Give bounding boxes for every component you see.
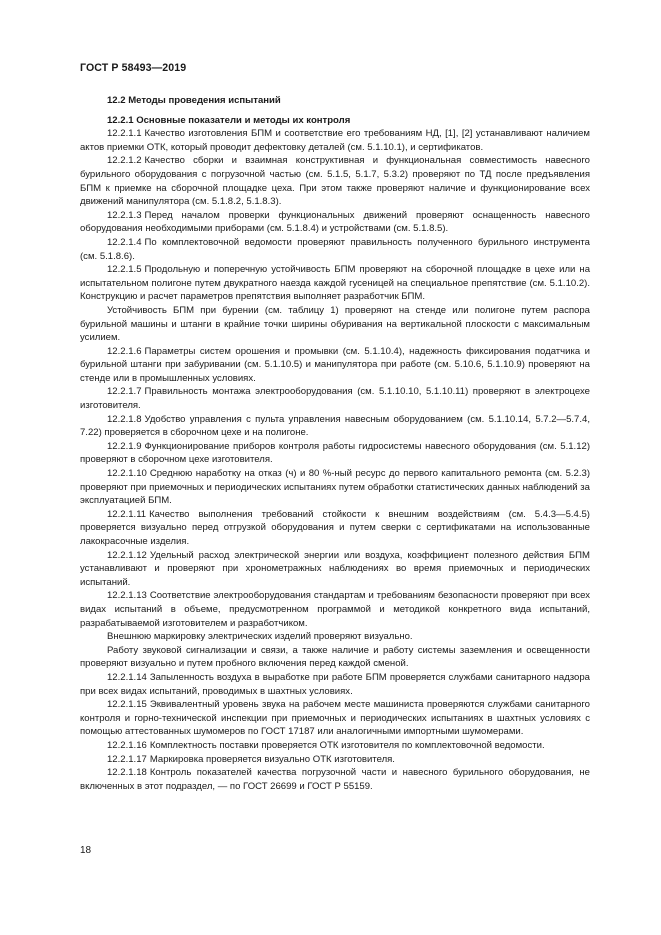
paragraph-text: Контроль показателей качества погрузочной части и навесного бурильного оборудования, не включенных в этот подраздел, — по ГОСТ 26699 и ГОСТ Р 55159.	[80, 767, 590, 792]
paragraph-text: Функционирование приборов контроля работы гидросистемы навесного оборудования (см. 5.1.12) проверяют в сборочном цехе изготовителя.	[80, 440, 590, 466]
paragraph	[80, 630, 590, 644]
paragraph-number: 12.2.1.1	[107, 128, 142, 140]
paragraph-text: Перед началом проверки функциональных движений проверяют оснащенность навесного оборудования необходимыми приборами (см. 5.1.8.4) и устройствами (см. 5.1.8.5).	[80, 209, 590, 235]
paragraph-number: 12.2.1.7	[107, 386, 142, 398]
paragraph-text: Запыленность воздуха в выработке при работе БПМ проверяется службами санитарного надзора при всех видах испытаний, проводимых в шахтных условиях.	[80, 671, 590, 697]
paragraph-text: Устойчивость БПМ при бурении (см. таблицу 1) проверяют на стенде или полигоне путем распора бурильной машины и штанги в крайние точки ширины обуривания на вертикальной плоскости с максимальным усилием.	[80, 304, 590, 344]
paragraph	[80, 209, 590, 236]
paragraph-text: По комплектовочной ведомости проверяют правильность полученного бурильного инструмента (см. 5.1.8.6).	[80, 236, 590, 262]
paragraph-text: Продольную и поперечную устойчивость БПМ проверяют на сборочной площадке в цехе или на испытательном полигоне путем двукратного наезда каждой гусеницей на специальное препятствие (см. 5.1.10.2). Конструкцию и расчет параметров препятствия выполняет разработчик БПМ.	[80, 264, 590, 303]
paragraph-number: 12.2.1.12	[107, 549, 147, 561]
paragraph-number: 12.2.1.11	[107, 508, 147, 520]
paragraph-number: 12.2.1.14	[107, 671, 147, 683]
paragraph-text: Внешнюю маркировку электрических изделий проверяют визуально.	[107, 631, 413, 643]
paragraph-text: Правильность монтажа электрооборудования (см. 5.1.10.10, 5.1.10.11) проверяют в электроцехе изготовителя.	[80, 386, 590, 412]
paragraph	[80, 304, 590, 345]
paragraph	[80, 739, 590, 753]
section-heading: 12.2 Методы проведения испытаний	[107, 95, 281, 106]
paragraph-number: 12.2.1.18	[107, 767, 147, 779]
paragraph-text: Эквивалентный уровень звука на рабочем месте машиниста проверяются службами санитарного контроля и горно-технической инспекции при приемочных и периодических испытаниях в шахтных условиях с помощью аттестованных шумомеров по ГОСТ 17187 или аналогичными импортными шумомерами.	[80, 699, 590, 738]
paragraph-text: Качество сборки и взаимная конструктивная и функциональная совместимость навесного бурильного оборудования с погрузочной частью (см. 5.1.5, 5.1.7, 5.3.2) проверяют по ТД после предъявления БПМ к приемке на сборочной площадке цеха. При этом также проверяют наличие и функционирование всех движений манипулятора (см. 5.1.8.2, 5.1.8.3).	[80, 155, 590, 208]
paragraph-text: Работу звуковой сигнализации и связи, а также наличие и работу системы заземления и освещенности проверяют визуально и путем пробного включения перед каждой сменой.	[80, 644, 590, 670]
paragraph	[80, 589, 590, 630]
paragraph	[80, 644, 590, 671]
page-number: 18	[80, 845, 92, 856]
paragraph	[80, 753, 590, 767]
paragraph-number: 12.2.1.8	[107, 413, 142, 425]
paragraph-number: 12.2.1.15	[107, 699, 147, 711]
paragraph	[80, 385, 590, 412]
paragraph-number: 12.2.1.17	[107, 753, 147, 765]
paragraph-number: 12.2.1.6	[107, 345, 142, 357]
paragraph	[80, 508, 590, 549]
paragraph-number: 12.2.1.3	[107, 209, 142, 221]
paragraph	[80, 549, 590, 590]
paragraph-text: Качество изготовления БПМ и соответствие его требованиям НД, [1], [2] устанавливают наличием актов приемки ОТК, который проводит дефектовку деталей (см. 5.1.10.1), и сертификатов.	[80, 128, 590, 153]
paragraph	[80, 127, 590, 154]
paragraph-text: Среднюю наработку на отказ (ч) и 80 %-ный ресурс до первого капитального ремонта (см. 5.2.3) проверяют при приемочных и периодических испытаниях путем обработки статистических данных наблюдений за эксплуатацией БПМ.	[80, 468, 590, 507]
paragraph-text: Качество выполнения требований стойкости к внешним воздействиям (см. 5.4.3—5.4.5) проверяется визуально перед отгрузкой оборудования и путем сверки с сертификатами на использованные лакокрасочные изделия.	[80, 508, 590, 547]
paragraph-number: 12.2.1.13	[107, 590, 147, 602]
paragraph-text: Комплектность поставки проверяется ОТК изготовителя по комплектовочной ведомости.	[149, 739, 545, 751]
paragraph-text: Удельный расход электрической энергии или воздуха, коэффициент полезного действия БПМ устанавливают и проверяют при хронометражных наблюдениях во время приемочных и периодических испытаний.	[80, 549, 590, 588]
paragraph-number: 12.2.1.4	[107, 236, 142, 248]
document-header: ГОСТ Р 58493—2019	[80, 62, 187, 74]
paragraph-number: 12.2.1.16	[107, 739, 147, 751]
paragraph	[80, 698, 590, 739]
paragraph-text: Соответствие электрооборудования стандартам и требованиям безопасности проверяют при всех видах испытаний в объеме, предусмотренном программой и методикой конкретного вида испытаний, разрабатываемой изготовителем и разработчиком.	[80, 590, 590, 629]
paragraph	[80, 766, 590, 793]
paragraph	[80, 236, 590, 263]
paragraph-number: 12.2.1.5	[107, 264, 142, 276]
paragraph-list	[80, 127, 590, 793]
document-body	[80, 88, 590, 793]
paragraph-number: 12.2.1.10	[107, 468, 147, 480]
paragraph	[80, 413, 590, 440]
paragraph-text: Маркировка проверяется визуально ОТК изготовителя.	[149, 753, 395, 765]
paragraph-text: Параметры систем орошения и промывки (см. 5.1.10.4), надежность фиксирования податчика и бурильной штанги при забуривании (см. 5.1.10.5) и манипулятора при работе (см. 5.10.6, 5.1.10.9) проверяют на стенде или в промышленных условиях.	[80, 345, 590, 384]
paragraph	[80, 467, 590, 508]
paragraph	[80, 440, 590, 467]
paragraph	[80, 671, 590, 698]
subsection-heading: 12.2.1 Основные показатели и методы их контроля	[107, 114, 351, 126]
paragraph-number: 12.2.1.2	[107, 155, 142, 167]
paragraph-number: 12.2.1.9	[107, 440, 142, 452]
paragraph	[80, 263, 590, 304]
paragraph	[80, 345, 590, 386]
paragraph-text: Удобство управления с пульта управления навесным оборудованием (см. 5.1.10.14, 5.7.2—5.7.4, 7.22) проверяется в сборочном цехе и на полигоне.	[80, 413, 590, 439]
paragraph	[80, 154, 590, 208]
